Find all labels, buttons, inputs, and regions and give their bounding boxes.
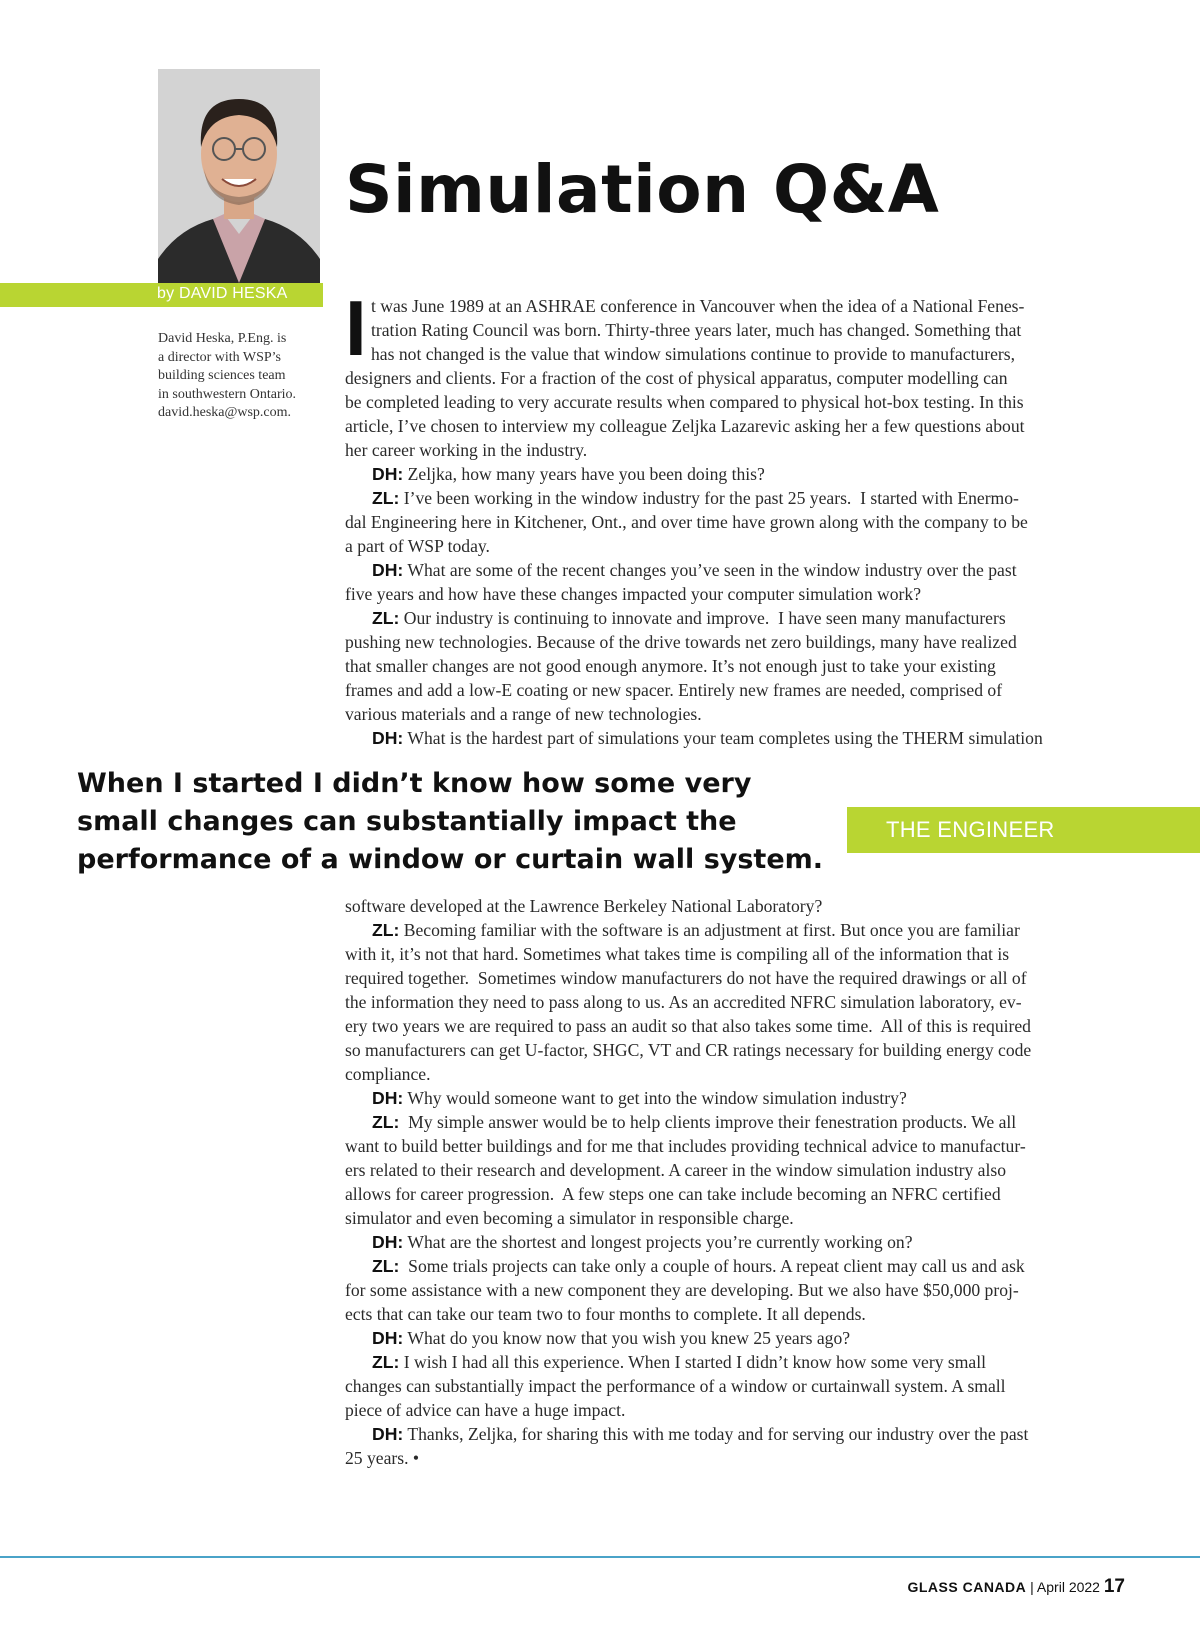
speaker-label: ZL:	[372, 1256, 400, 1276]
qa-line	[345, 1134, 1125, 1158]
qa-line	[345, 1014, 1125, 1038]
drop-cap: I	[345, 284, 367, 372]
author-bio	[158, 330, 328, 423]
qa-line	[345, 1038, 1125, 1062]
qa-text: required together. Sometimes window manufacturers do not have the required drawings or all of	[345, 968, 1027, 988]
intro-line: tration Rating Council was born. Thirty-three years later, much has changed. Something that	[371, 320, 1022, 340]
bio-line: building sciences team	[158, 368, 286, 383]
bio-line: in southwestern Ontario.	[158, 386, 297, 402]
qa-text: five years and how have these changes impacted your computer simulation work?	[345, 584, 922, 604]
qa-line-speaker	[345, 1254, 1125, 1278]
qa-text: want to build better buildings and for me that includes providing technical advice to manufactur-	[345, 1136, 1026, 1156]
qa-line	[345, 1062, 1125, 1086]
pull-quote	[77, 765, 837, 879]
pull-quote-line: small changes can substantially impact the	[77, 806, 737, 837]
qa-text: frames and add a low-E coating or new spacer. Entirely new frames are needed, comprised of	[345, 680, 1003, 700]
pull-quote-line: performance of a window or curtain wall system.	[77, 844, 824, 875]
qa-text: I’ve been working in the window industry for the past 25 years. I started with Enermo-	[399, 488, 1019, 508]
speaker-label: DH:	[372, 1232, 404, 1252]
qa-line-speaker	[345, 918, 1125, 942]
qa-line	[345, 510, 1125, 534]
qa-text: so manufacturers can get U-factor, SHGC, VT and CR ratings necessary for building energy code	[345, 1040, 1032, 1060]
qa-line	[345, 1446, 1125, 1470]
footer-rule	[0, 1556, 1200, 1558]
qa-text: that smaller changes are not good enough anymore. It’s not enough just to take your existing	[345, 656, 996, 676]
qa-line	[345, 1158, 1125, 1182]
speaker-label: DH:	[372, 464, 404, 484]
qa-text: What is the hardest part of simulations your team completes using the THERM simulation	[403, 728, 1043, 748]
qa-text: Thanks, Zeljka, for sharing this with me today and for serving our industry over the past	[403, 1424, 1029, 1444]
bio-line: a director with WSP’s	[158, 349, 282, 365]
qa-line	[345, 1182, 1125, 1206]
qa-line-speaker	[345, 1350, 1125, 1374]
qa-text: What do you know now that you wish you knew 25 years ago?	[403, 1328, 851, 1348]
speaker-label: ZL:	[372, 1112, 400, 1132]
qa-line	[345, 1398, 1125, 1422]
speaker-label: DH:	[372, 728, 404, 748]
intro-line: t was June 1989 at an ASHRAE conference in Vancouver when the idea of a National Fenes-	[371, 296, 1025, 316]
article-title: Simulation Q&A	[345, 151, 940, 228]
qa-line-speaker	[345, 1230, 1125, 1254]
qa-line	[345, 1374, 1125, 1398]
qa-text: Becoming familiar with the software is an adjustment at first. But once you are familiar	[399, 920, 1020, 940]
qa-line	[345, 630, 1125, 654]
speaker-label: DH:	[372, 1088, 404, 1108]
qa-line	[345, 678, 1125, 702]
qa-line	[345, 966, 1125, 990]
page-footer	[907, 1576, 1125, 1598]
qa-text: changes can substantially impact the performance of a window or curtainwall system. A small	[345, 1376, 1006, 1396]
speaker-label: ZL:	[372, 1352, 400, 1372]
bio-email: david.heska@wsp.com.	[158, 405, 292, 420]
intro-paragraph	[345, 284, 1125, 462]
qa-text: Our industry is continuing to innovate and improve. I have seen many manufacturers	[399, 608, 1006, 628]
qa-line	[345, 942, 1125, 966]
qa-text: simulator and even becoming a simulator in responsible charge.	[345, 1208, 794, 1228]
qa-line-speaker	[345, 486, 1125, 510]
page-number: 17	[1103, 1576, 1125, 1597]
qa-line	[345, 654, 1125, 678]
qa-line-speaker	[345, 1326, 1125, 1350]
qa-text: I wish I had all this experience. When I started I didn’t know how some very small	[399, 1352, 987, 1372]
qa-text: for some assistance with a new component they are developing. But we also have $50,000 proj-	[345, 1280, 1019, 1300]
qa-text: ery two years we are required to pass an audit so that also takes some time. All of this is required	[345, 1016, 1031, 1036]
intro-line: article, I’ve chosen to interview my colleague Zeljka Lazarevic asking her a few questions about	[345, 416, 1025, 436]
byline: by DAVID HESKA	[157, 285, 288, 302]
speaker-label: ZL:	[372, 608, 400, 628]
qa-line	[345, 582, 1125, 606]
qa-line-speaker	[345, 606, 1125, 630]
qa-text: Some trials projects can take only a couple of hours. A repeat client may call us and ask	[399, 1256, 1025, 1276]
qa-text: My simple answer would be to help clients improve their fenestration products. We all	[399, 1112, 1017, 1132]
qa-line	[345, 990, 1125, 1014]
qa-text: What are the shortest and longest projects you’re currently working on?	[403, 1232, 913, 1252]
qa-line-speaker	[345, 462, 1125, 486]
intro-line: her career working in the industry.	[345, 440, 588, 460]
qa-line-speaker	[345, 1110, 1125, 1134]
qa-text: Why would someone want to get into the window simulation industry?	[403, 1088, 907, 1108]
qa-line-speaker	[345, 1086, 1125, 1110]
issue-date: April 2022	[1036, 1579, 1100, 1595]
qa-text: piece of advice can have a huge impact.	[345, 1400, 626, 1420]
qa-text: 25 years. •	[345, 1448, 420, 1468]
qa-line	[345, 1278, 1125, 1302]
qa-text: various materials and a range of new technologies.	[345, 704, 702, 724]
qa-line	[345, 894, 1125, 918]
qa-top-lines	[345, 462, 1125, 750]
qa-line	[345, 1206, 1125, 1230]
author-photo	[158, 69, 320, 283]
qa-line-speaker	[345, 1422, 1125, 1446]
intro-line: has not changed is the value that window simulations continue to provide to manufacturers,	[371, 344, 1015, 364]
qa-text: What are some of the recent changes you’ve seen in the window industry over the past	[403, 560, 1017, 580]
qa-line-speaker	[345, 558, 1125, 582]
qa-line	[345, 702, 1125, 726]
section-label: THE ENGINEER	[886, 817, 1055, 842]
qa-text: Zeljka, how many years have you been doing this?	[403, 464, 765, 484]
speaker-label: DH:	[372, 1328, 404, 1348]
speaker-label: ZL:	[372, 488, 400, 508]
pull-quote-line: When I started I didn’t know how some very	[77, 768, 752, 799]
intro-line: be completed leading to very accurate results when compared to physical hot-box testing. In this	[345, 392, 1024, 412]
qa-line	[345, 1302, 1125, 1326]
qa-line	[345, 534, 1125, 558]
article-body-top	[345, 284, 1125, 750]
qa-text: allows for career progression. A few steps one can take include becoming an NFRC certified	[345, 1184, 1001, 1204]
article-body-bottom	[345, 894, 1125, 1470]
qa-text: a part of WSP today.	[345, 536, 490, 556]
qa-text: with it, it’s not that hard. Sometimes what takes time is compiling all of the information that is	[345, 944, 1010, 964]
qa-text: compliance.	[345, 1064, 431, 1084]
speaker-label: DH:	[372, 560, 404, 580]
bio-line: David Heska, P.Eng. is	[158, 331, 287, 346]
speaker-label: ZL:	[372, 920, 400, 940]
qa-text: ects that can take our team two to four months to complete. It all depends.	[345, 1304, 866, 1324]
publication-name: GLASS CANADA	[907, 1579, 1027, 1595]
qa-text: dal Engineering here in Kitchener, Ont., and over time have grown along with the company to be	[345, 512, 1028, 532]
intro-line: designers and clients. For a fraction of the cost of physical apparatus, computer modelling can	[345, 368, 1008, 388]
qa-line-speaker	[345, 726, 1125, 750]
qa-text: software developed at the Lawrence Berkeley National Laboratory?	[345, 896, 823, 916]
qa-text: pushing new technologies. Because of the drive towards net zero buildings, many have realized	[345, 632, 1017, 652]
qa-text: ers related to their research and development. A career in the window simulation industry also	[345, 1160, 1007, 1180]
speaker-label: DH:	[372, 1424, 404, 1444]
footer-separator: |	[1026, 1579, 1037, 1595]
qa-text: the information they need to pass along to us. As an accredited NFRC simulation laboratory, ev-	[345, 992, 1022, 1012]
